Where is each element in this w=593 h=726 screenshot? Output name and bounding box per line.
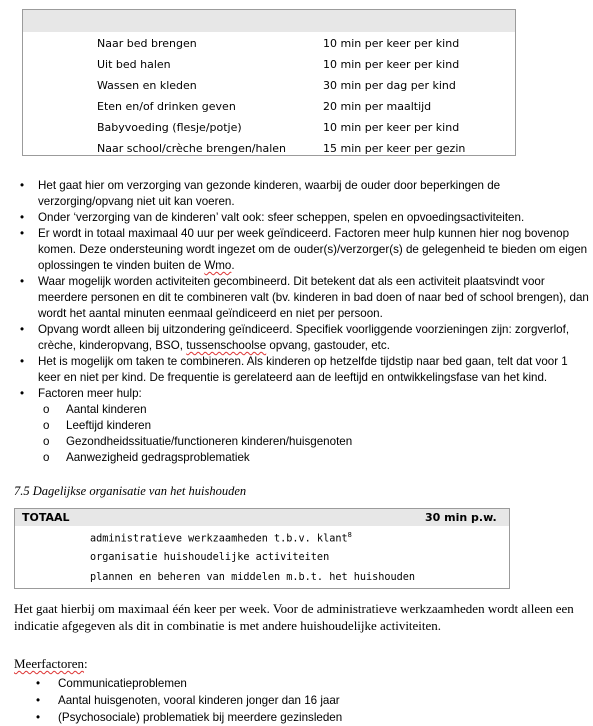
list-item <box>0 322 593 354</box>
bullet-icon: • <box>36 711 41 724</box>
total-value: 30 min p.w. <box>425 511 497 524</box>
table-row <box>90 531 352 544</box>
list-item-text: Het is mogelijk om taken te combineren. Als kinderen op hetzelfde tijdstip naar bed gaan, telt dat voor 1 keer en niet per kind. De frequentie is gerelateerd aan de leeftijd en ontwikkelingsfase van het kind. <box>38 355 568 384</box>
list-item <box>0 354 593 386</box>
table-row <box>23 117 515 138</box>
list-item-text: Er wordt in totaal maximaal 40 uur per week geïndiceerd. Factoren meer hulp kunnen hier nog bovenop komen. Deze ondersteuning wordt ingezet om de ouder(s)/verzorger(s) de gelegenheid te bieden om eigen oplossingen te vinden buiten de <box>38 227 588 272</box>
heading-colon: : <box>84 656 88 671</box>
bullet-icon: • <box>20 323 25 336</box>
activity-cell: Wassen en kleden <box>97 79 197 92</box>
spellcheck-word: Wmo <box>204 259 232 272</box>
bullet-icon: • <box>36 677 41 690</box>
list-item-text: Aantal huisgenoten, vooral kinderen jonger dan 16 jaar <box>58 694 340 707</box>
activity-cell: Naar bed brengen <box>97 37 197 50</box>
table-row <box>90 552 329 563</box>
bullet-icon: • <box>20 227 25 240</box>
time-cell: 30 min per dag per kind <box>323 79 456 92</box>
bullet-icon: • <box>20 387 25 400</box>
list-item <box>0 709 593 726</box>
row-text: organisatie huishoudelijke activiteiten <box>90 552 330 563</box>
meerfactoren-heading <box>14 656 88 672</box>
time-cell: 20 min per maaltijd <box>323 100 432 113</box>
circle-bullet-icon: o <box>43 419 50 432</box>
bullet-icon: • <box>20 179 25 192</box>
list-item <box>0 178 593 210</box>
circle-bullet-icon: o <box>43 435 50 448</box>
sub-list-item <box>0 402 593 418</box>
row-text: administratieve werkzaamheden t.b.v. klant <box>90 533 348 545</box>
activity-cell: Babyvoeding (flesje/potje) <box>97 121 242 134</box>
spellcheck-word: Meerfactoren <box>14 656 85 671</box>
time-cell: 10 min per keer per kind <box>323 58 460 71</box>
table-header-row <box>23 10 515 32</box>
list-item <box>0 692 593 709</box>
circle-bullet-icon: o <box>43 403 50 416</box>
bullet-icon: • <box>20 211 25 224</box>
table-row <box>23 33 515 54</box>
list-item-text: Opvang wordt alleen bij uitzondering geïndiceerd. Specifiek voorliggende voorzieningen zijn: zorgverlof, crèche, kinderopvang, BSO, <box>38 323 570 352</box>
activity-cell: Uit bed halen <box>97 58 171 71</box>
circle-bullet-icon: o <box>43 451 50 464</box>
list-item-text: (Psychosociale) problematiek bij meerdere gezinsleden <box>58 711 343 724</box>
list-item <box>0 386 593 402</box>
time-cell: 10 min per keer per kind <box>323 37 460 50</box>
meerfactoren-list <box>0 675 593 726</box>
sub-list-item <box>0 418 593 434</box>
time-cell: 15 min per keer per gezin <box>323 142 466 155</box>
footnote-marker[interactable]: 8 <box>347 531 352 539</box>
list-item <box>0 675 593 692</box>
body-paragraph: Het gaat hierbij om maximaal één keer per week. Voor de administratieve werkzaamheden wordt alleen een indicatie afgegeven als dit in combinatie is met andere huishoudelijke activiteiten. <box>14 601 574 633</box>
table-row <box>23 96 515 117</box>
list-item <box>0 226 593 274</box>
table-row <box>23 138 515 159</box>
table-header-row <box>15 509 509 526</box>
care-time-table <box>22 9 516 156</box>
total-label: TOTAAL <box>22 511 70 524</box>
list-item <box>0 274 593 322</box>
table-row <box>23 75 515 96</box>
section-heading: 7.5 Dagelijkse organisatie van het huishouden <box>14 484 247 498</box>
list-item-text: Onder ‘verzorging van de kinderen’ valt ook: sfeer scheppen, spelen en opvoedingsactiviteiten. <box>38 211 525 224</box>
sub-list-item-text: Gezondheidssituatie/functioneren kinderen/huisgenoten <box>66 435 353 448</box>
row-text: plannen en beheren van middelen m.b.t. het huishouden <box>90 572 416 583</box>
activity-cell: Eten en/of drinken geven <box>97 100 236 113</box>
list-item-text: Waar mogelijk worden activiteiten gecombineerd. Dit betekent dat als een activiteit plaatsvindt voor meerdere personen en dit te combineren valt (bv. kinderen in bad doen of naar bed of school brengen), dan wordt het aantal minuten eenmaal geïndiceerd en niet per persoon. <box>38 275 589 320</box>
spellcheck-word: tussenschoolse <box>186 339 267 352</box>
household-organisation-table <box>14 508 510 589</box>
sub-list-item-text: Leeftijd kinderen <box>66 419 152 432</box>
sub-list-item <box>0 450 593 466</box>
list-item-text: . <box>231 259 235 272</box>
activity-cell: Naar school/crèche brengen/halen <box>97 142 287 155</box>
list-item <box>0 210 593 226</box>
table-row <box>23 54 515 75</box>
sub-list-item-text: Aantal kinderen <box>66 403 147 416</box>
bullet-icon: • <box>20 275 25 288</box>
sub-list-item <box>0 434 593 450</box>
table-row <box>90 572 415 583</box>
list-item-text: Communicatieproblemen <box>58 677 187 690</box>
sub-list-item-text: Aanwezigheid gedragsproblematiek <box>66 451 250 464</box>
care-bullet-list <box>0 178 593 466</box>
bullet-icon: • <box>36 694 41 707</box>
list-item-text: opvang, gastouder, etc. <box>266 339 390 352</box>
time-cell: 10 min per keer per kind <box>323 121 460 134</box>
list-item-text: Het gaat hier om verzorging van gezonde kinderen, waarbij de ouder door beperkingen de verzorging/opvang niet uit kan voeren. <box>38 179 501 208</box>
list-item-text: Factoren meer hulp: <box>38 387 142 400</box>
bullet-icon: • <box>20 355 25 368</box>
